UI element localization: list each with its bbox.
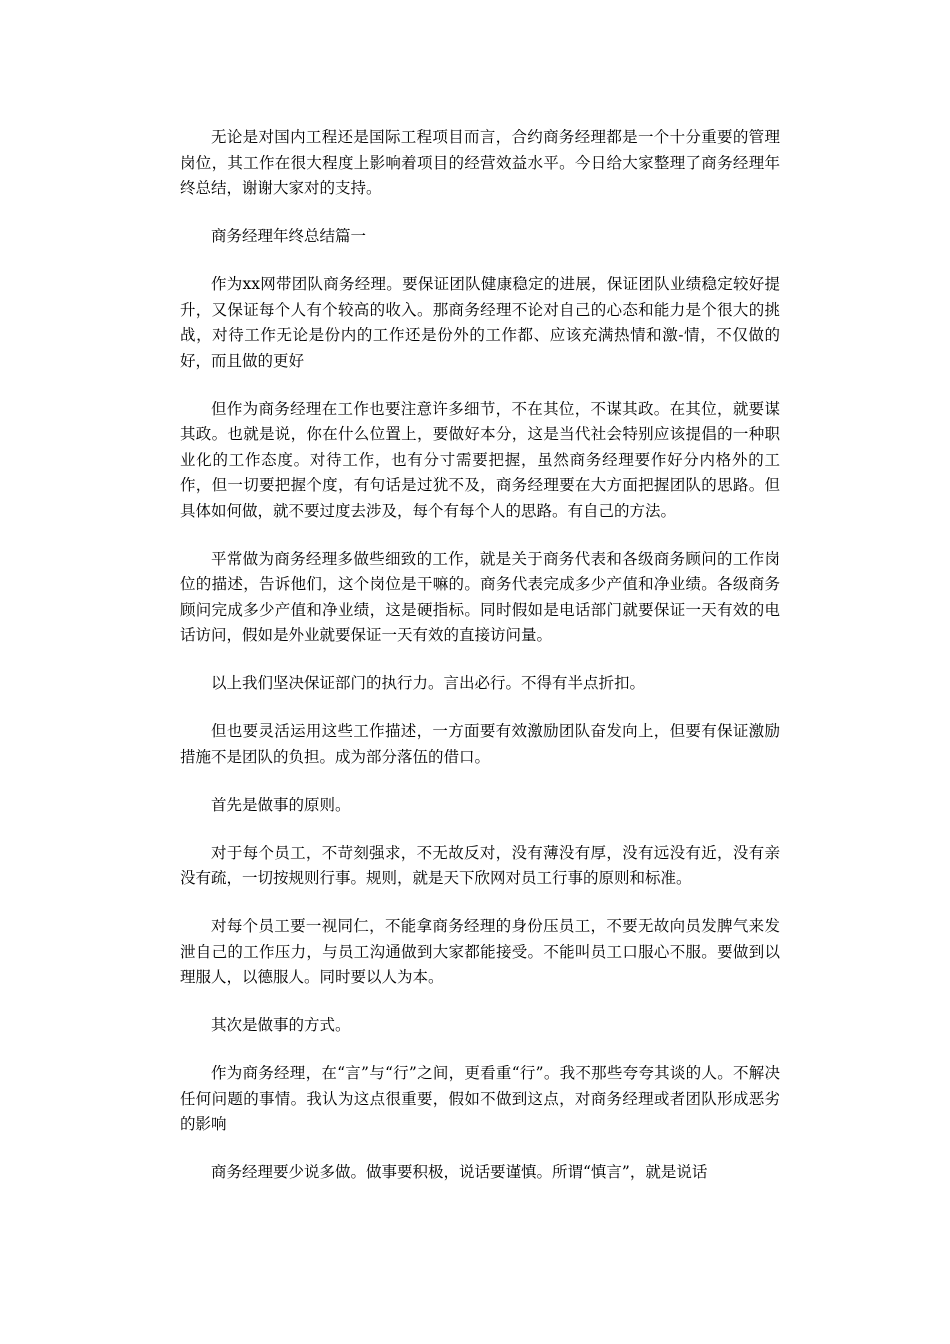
document-page xyxy=(180,125,780,1186)
intro-paragraph: 无论是对国内工程还是国际工程项目而言，合约商务经理都是一个十分重要的管理岗位，其工作在很大程度上影响着项目的经营效益水平。今日给大家整理了商务经理年终总结，谢谢大家对的支持。 xyxy=(180,128,780,197)
body-paragraph: 但也要灵活运用这些工作描述，一方面要有效激励团队奋发向上，但要有保证激励措施不是团队的负担。成为部分落伍的借口。 xyxy=(180,722,780,766)
section-heading: 商务经理年终总结篇一 xyxy=(211,227,367,245)
body-paragraph: 但作为商务经理在工作也要注意许多细节，不在其位，不谋其政。在其位，就要谋其政。也就是说，你在什么位置上，要做好本分，这是当代社会特别应该提倡的一种职业化的工作态度。对待工作，也有分寸需要把握，虽然商务经理要作好分内格外的工作，但一切要把握个度，有句话是过犹不及，商务经理要在大方面把握团队的思路。但具体如何做，就不要过度去涉及，每个有每个人的思路。有自己的方法。 xyxy=(180,399,780,520)
body-paragraph: 对每个员工要一视同仁，不能拿商务经理的身份压员工，不要无故向员发脾气来发泄自己的工作压力，与员工沟通做到大家都能接受。不能叫员工口服心不服。要做到以理服人，以德服人。同时要以人为本。 xyxy=(180,917,780,986)
subheading-paragraph: 首先是做事的原则。 xyxy=(211,795,351,814)
body-paragraph: 对于每个员工，不苛刻强求，不无故反对，没有薄没有厚，没有远没有近，没有亲没有疏，一切按规则行事。规则，就是天下欣网对员工行事的原则和标准。 xyxy=(180,843,780,887)
body-paragraph: 平常做为商务经理多做些细致的工作，就是关于商务代表和各级商务顾问的工作岗位的描述，告诉他们，这个岗位是干嘛的。商务代表完成多少产值和净业绩。各级商务顾问完成多少产值和净业绩，这是硬指标。同时假如是电话部门就要保证一天有效的电话访问，假如是外业就要保证一天有效的直接访问量。 xyxy=(180,549,780,644)
body-paragraph: 作为xx网带团队商务经理。要保证团队健康稳定的进展，保证团队业绩稳定较好提升，又保证每个人有个较高的收入。那商务经理不论对自己的心态和能力是个很大的挑战，对待工作无论是份内的工作还是份外的工作都、应该充满热情和激-情，不仅做的好，而且做的更好 xyxy=(180,275,780,370)
subheading-paragraph: 其次是做事的方式。 xyxy=(211,1016,351,1034)
body-paragraph: 以上我们坚决保证部门的执行力。言出必行。不得有半点折扣。 xyxy=(211,674,646,692)
body-paragraph: 商务经理要少说多做。做事要积极，说话要谨慎。所谓“慎言”，就是说话 xyxy=(211,1163,708,1181)
body-paragraph: 作为商务经理，在“言”与“行”之间，更看重“行”。我不那些夸夸其谈的人。不解决任何问题的事情。我认为这点很重要，假如不做到这点，对商务经理或者团队形成恶劣的影响 xyxy=(180,1064,780,1133)
